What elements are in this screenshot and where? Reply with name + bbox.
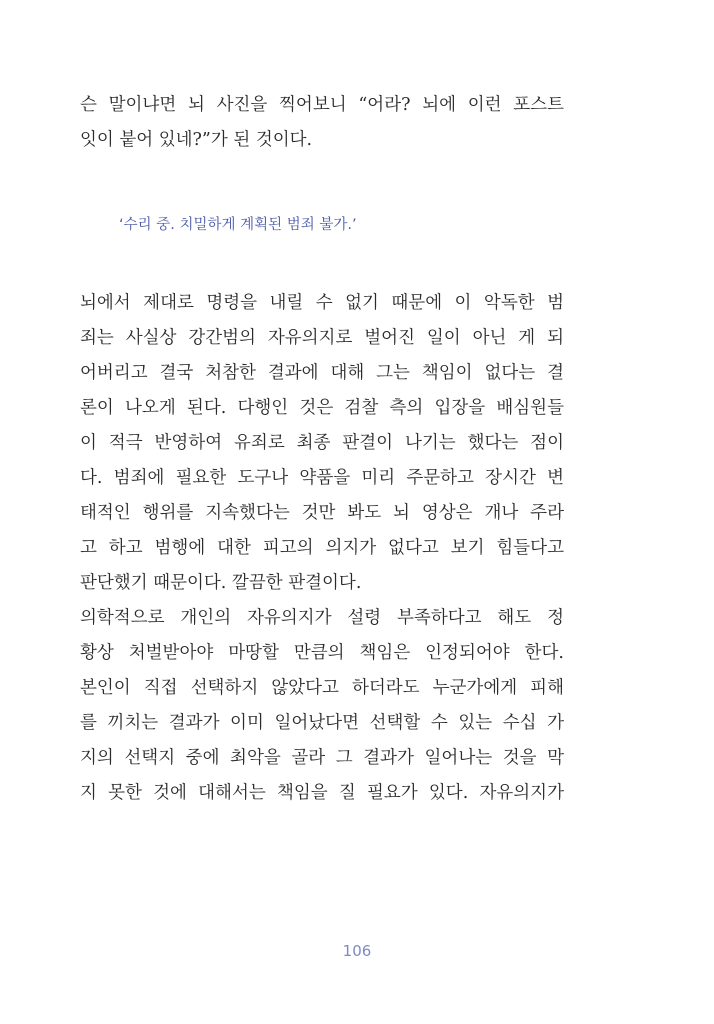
text-line: 뇌에서 제대로 명령을 내릴 수 없기 때문에 이 악독한 범 — [80, 293, 564, 313]
text-line: 다. 범죄에 필요한 도구나 약품을 미리 주문하고 장시간 변 — [80, 468, 564, 488]
text-line: 황상 처벌받아야 마땅할 만큼의 책임은 인정되어야 한다. — [80, 643, 564, 663]
text-line: 태적인 행위를 지속했다는 것만 봐도 뇌 영상은 개나 주라 — [80, 503, 564, 523]
text-line: 잇이 붙어 있네?”가 된 것이다. — [80, 130, 313, 150]
text-line: 죄는 사실상 강간범의 자유의지로 벌어진 일이 아닌 게 되 — [80, 328, 564, 348]
text-line: 슨 말이냐면 뇌 사진을 찍어보니 “어라? 뇌에 이런 포스트 — [80, 95, 564, 115]
text-line: 지 못한 것에 대해서는 책임을 질 필요가 있다. 자유의지가 — [80, 783, 564, 803]
text-line: 론이 나오게 된다. 다행인 것은 검찰 측의 입장을 배심원들 — [80, 398, 564, 418]
text-line: 본인이 직접 선택하지 않았다고 하더라도 누군가에게 피해 — [80, 678, 564, 698]
top-paragraph — [80, 88, 564, 158]
pull-quote: ‘수리 중. 치밀하게 계획된 범죄 불가.’ — [119, 217, 357, 233]
text-line: 판단했기 때문이다. 깔끔한 판결이다. — [80, 573, 362, 593]
text-line: 지의 선택지 중에 최악을 골라 그 결과가 일어나는 것을 막 — [80, 748, 564, 768]
text-line: 를 끼치는 결과가 이미 일어났다면 선택할 수 있는 수십 가 — [80, 713, 564, 733]
text-line: 고 하고 범행에 대한 피고의 의지가 없다고 보기 힘들다고 — [80, 538, 564, 558]
text-line: 어버리고 결국 처참한 결과에 대해 그는 책임이 없다는 결 — [80, 363, 564, 383]
text-line: 이 적극 반영하여 유죄로 최종 판결이 나기는 했다는 점이 — [80, 433, 564, 453]
page-number: 106 — [342, 942, 372, 960]
main-paragraphs — [80, 286, 564, 811]
text-line: 의학적으로 개인의 자유의지가 설령 부족하다고 해도 정 — [80, 608, 564, 628]
